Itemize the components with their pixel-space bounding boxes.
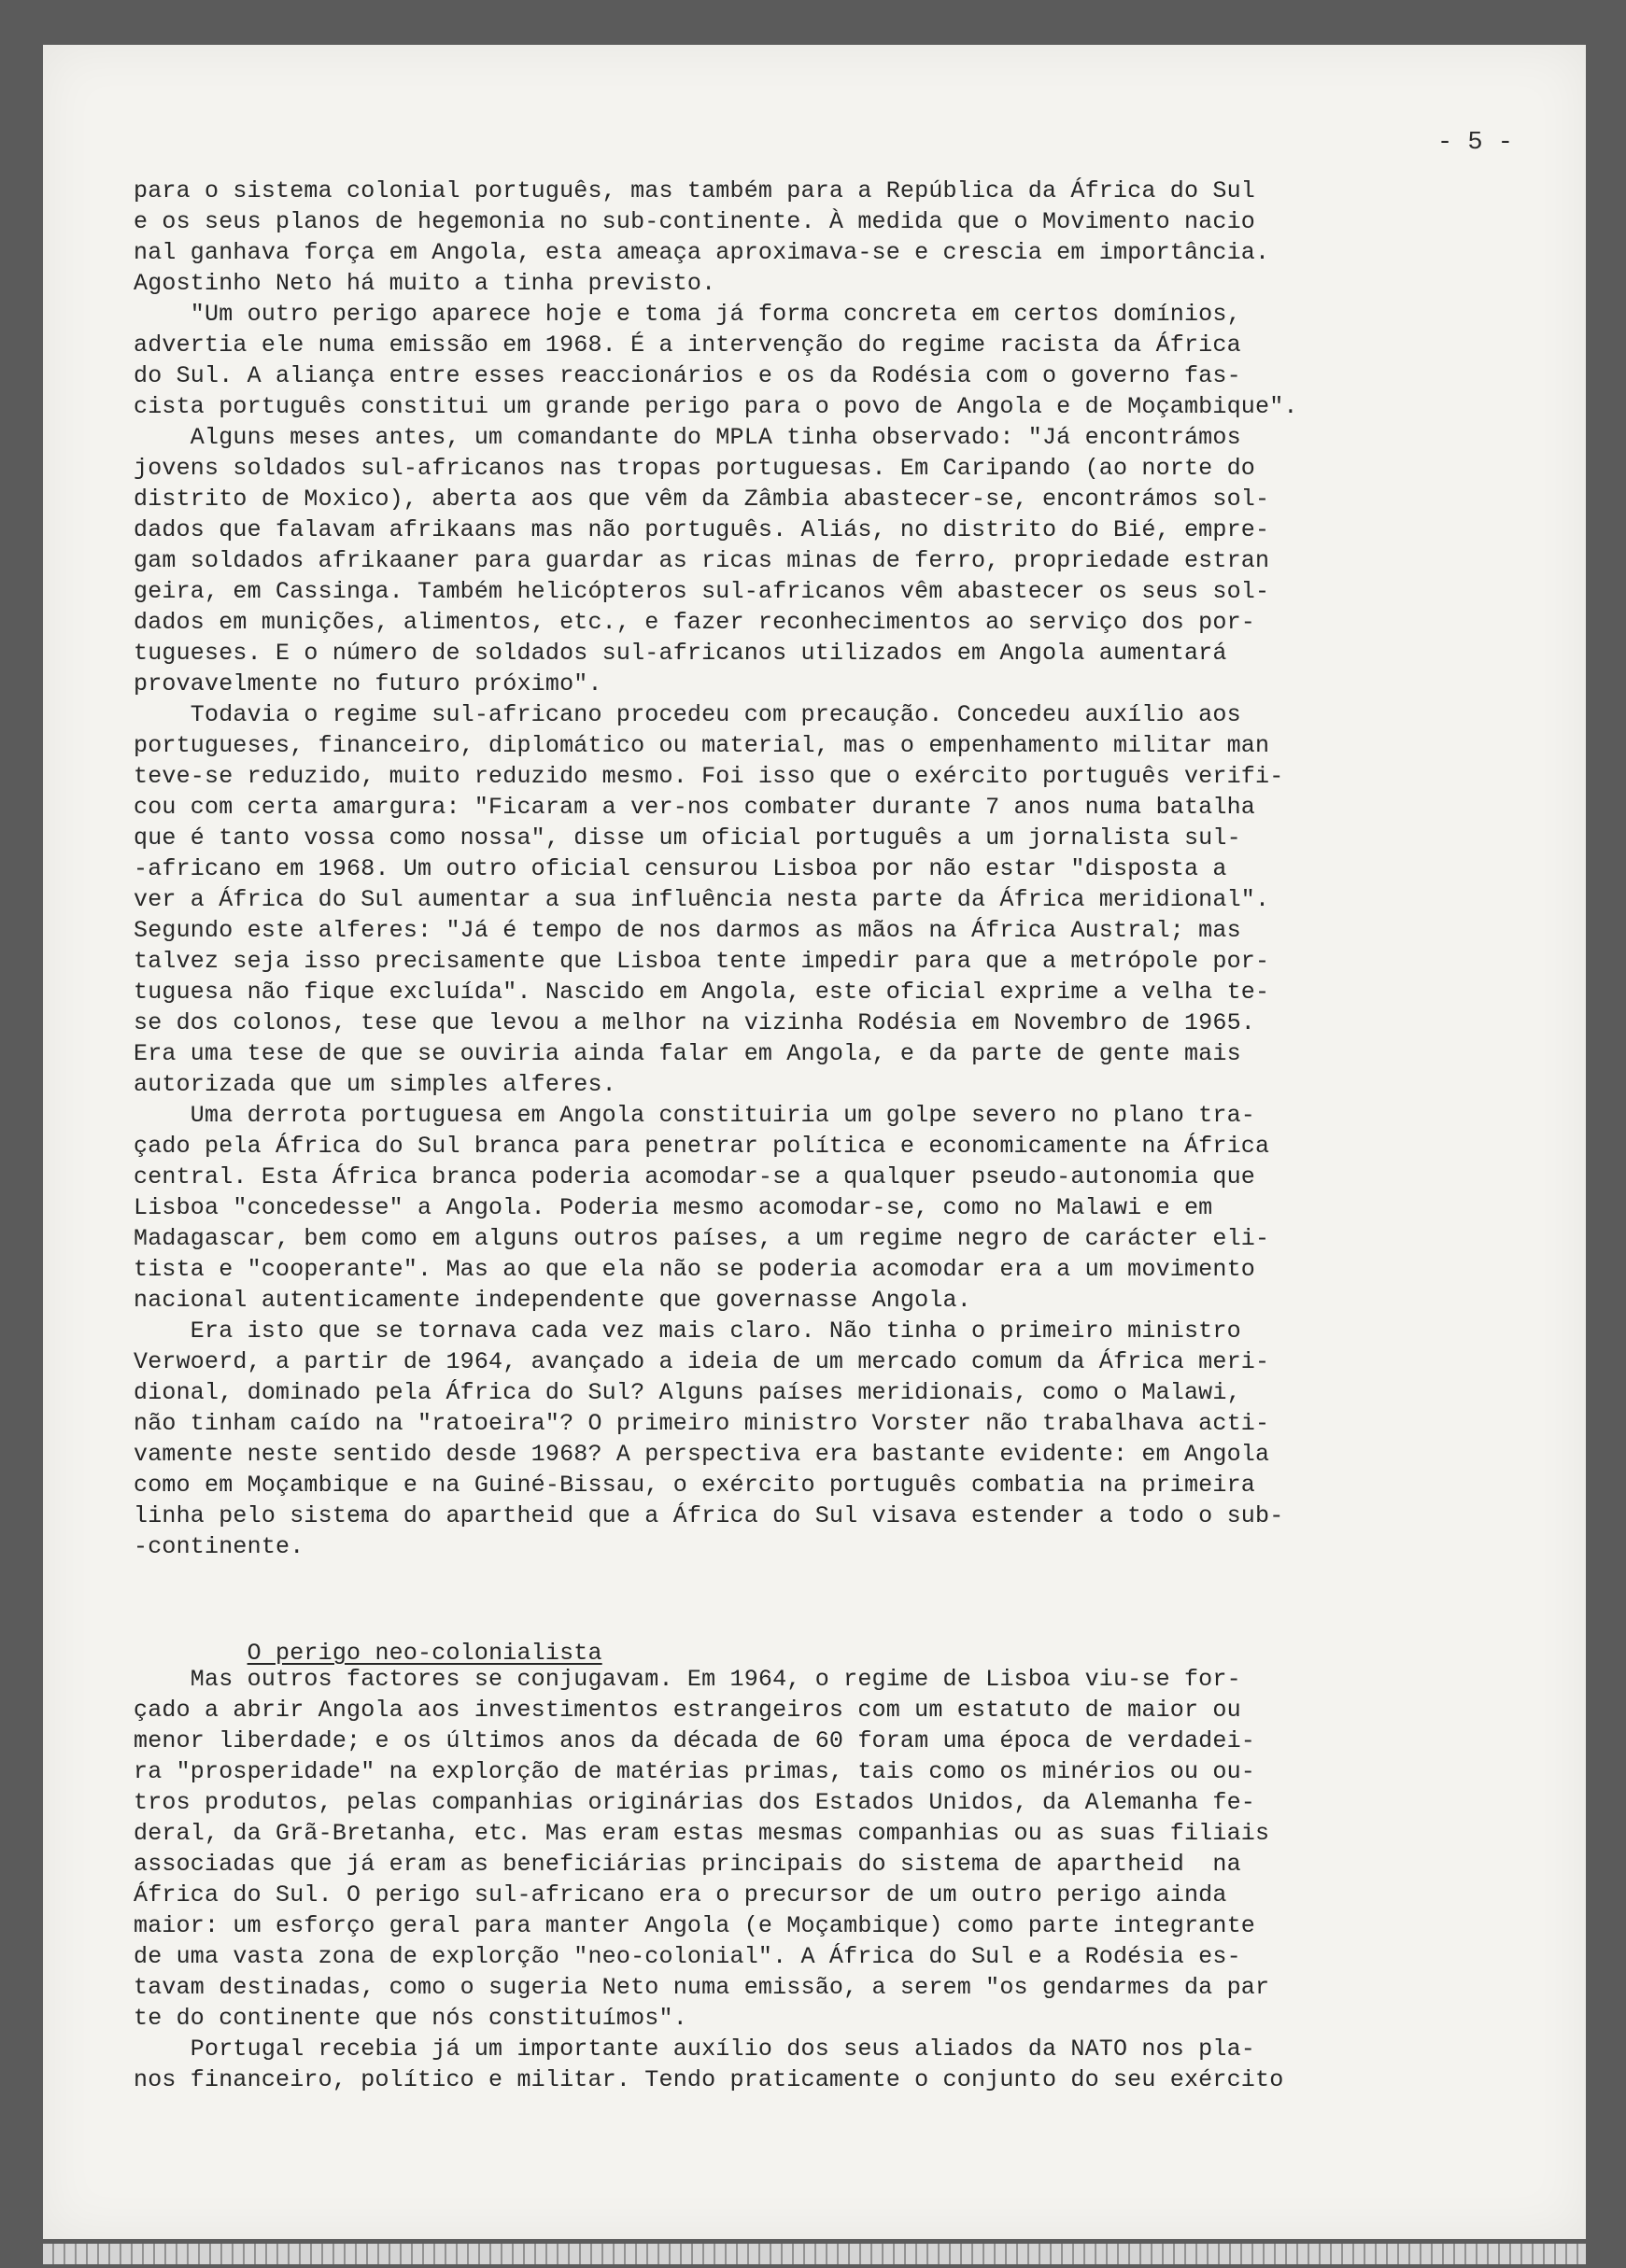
text-line: menor liberdade; e os últimos anos da década de 60 foram uma época de verdadei- xyxy=(134,1727,1255,1754)
text-line: associadas que já eram as beneficiárias principais do sistema de apartheid na xyxy=(134,1851,1241,1878)
document-sheet xyxy=(43,45,1586,2239)
text-line: jovens soldados sul-africanos nas tropas portuguesas. Em Caripando (ao norte do xyxy=(134,455,1255,482)
scan-ruler-strip xyxy=(43,2244,1586,2264)
text-line: Lisboa "concedesse" a Angola. Poderia mesmo acomodar-se, como no Malawi e em xyxy=(134,1194,1213,1221)
text-line: Era uma tese de que se ouviria ainda falar em Angola, e da parte de gente mais xyxy=(134,1040,1241,1067)
text-line: dados em munições, alimentos, etc., e fazer reconhecimentos ao serviço dos por- xyxy=(134,609,1255,636)
text-line: Alguns meses antes, um comandante do MPLA tinha observado: "Já encontrámos xyxy=(134,424,1241,451)
text-line: Portugal recebia já um importante auxílio dos seus aliados da NATO nos pla- xyxy=(134,2036,1255,2063)
text-line: advertia ele numa emissão em 1968. É a intervenção do regime racista da África xyxy=(134,331,1241,359)
text-line: gam soldados afrikaaner para guardar as ricas minas de ferro, propriedade estran xyxy=(134,547,1270,574)
text-line: -africano em 1968. Um outro oficial censurou Lisboa por não estar "disposta a xyxy=(134,855,1227,882)
text-line: provavelmente no futuro próximo". xyxy=(134,670,602,697)
text-line: linha pelo sistema do apartheid que a África do Sul visava estender a todo o sub- xyxy=(134,1502,1284,1529)
text-line: que é tanto vossa como nossa", disse um oficial português a um jornalista sul- xyxy=(134,824,1241,852)
paragraph-block-1 xyxy=(134,176,1544,1562)
text-line: tavam destinadas, como o sugeria Neto numa emissão, a serem "os gendarmes da par xyxy=(134,1974,1270,2001)
text-line: autorizada que um simples alferes. xyxy=(134,1071,616,1098)
text-line: cou com certa amargura: "Ficaram a ver-nos combater durante 7 anos numa batalha xyxy=(134,794,1255,821)
text-line: teve-se reduzido, muito reduzido mesmo. Foi isso que o exército português verifi- xyxy=(134,763,1284,790)
text-line: distrito de Moxico), aberta aos que vêm da Zâmbia abastecer-se, encontrámos sol- xyxy=(134,486,1270,513)
text-line: tuguesa não fique excluída". Nascido em Angola, este oficial exprime a velha te- xyxy=(134,979,1270,1006)
text-line: Agostinho Neto há muito a tinha previsto. xyxy=(134,270,716,297)
text-line: Verwoerd, a partir de 1964, avançado a ideia de um mercado comum da África meri- xyxy=(134,1348,1270,1375)
text-line: para o sistema colonial português, mas também para a República da África do Sul xyxy=(134,177,1255,204)
section-heading: O perigo neo-colonialista xyxy=(247,1640,602,1667)
text-line: se dos colonos, tese que levou a melhor na vizinha Rodésia em Novembro de 1965. xyxy=(134,1009,1255,1036)
section-heading-row xyxy=(134,1607,1544,1667)
text-line: Segundo este alferes: "Já é tempo de nos darmos as mãos na África Austral; mas xyxy=(134,917,1241,944)
page-number: - 5 - xyxy=(1436,129,1513,157)
text-line: te do continente que nós constituímos". xyxy=(134,2005,687,2032)
text-line: deral, da Grã-Bretanha, etc. Mas eram estas mesmas companhias ou as suas filiais xyxy=(134,1820,1270,1847)
text-line: talvez seja isso precisamente que Lisboa tente impedir para que a metrópole por- xyxy=(134,948,1270,975)
text-line: tista e "cooperante". Mas ao que ela não se poderia acomodar era a um movimento xyxy=(134,1256,1255,1283)
text-line: de uma vasta zona de explorção "neo-colonial". A África do Sul e a Rodésia es- xyxy=(134,1943,1241,1970)
text-line: maior: um esforço geral para manter Angola (e Moçambique) como parte integrante xyxy=(134,1912,1255,1939)
text-line: cista português constitui um grande perigo para o povo de Angola e de Moçambique". xyxy=(134,393,1298,420)
text-line: vamente neste sentido desde 1968? A perspectiva era bastante evidente: em Angola xyxy=(134,1441,1270,1468)
text-line: Uma derrota portuguesa em Angola constituiria um golpe severo no plano tra- xyxy=(134,1102,1255,1129)
text-line: nal ganhava força em Angola, esta ameaça aproximava-se e crescia em importância. xyxy=(134,239,1270,266)
text-line: dional, dominado pela África do Sul? Alguns países meridionais, como o Malawi, xyxy=(134,1379,1241,1406)
document-body xyxy=(134,176,1544,2095)
paragraph-block-2 xyxy=(134,1664,1544,2095)
text-line: África do Sul. O perigo sul-africano era o precursor de um outro perigo ainda xyxy=(134,1881,1227,1909)
text-line: geira, em Cassinga. Também helicópteros sul-africanos vêm abastecer os seus sol- xyxy=(134,578,1270,605)
text-line: e os seus planos de hegemonia no sub-continente. À medida que o Movimento nacio xyxy=(134,208,1255,235)
text-line: como em Moçambique e na Guiné-Bissau, o exército português combatia na primeira xyxy=(134,1472,1255,1499)
text-line: çado pela África do Sul branca para penetrar política e economicamente na África xyxy=(134,1133,1270,1160)
text-line: dados que falavam afrikaans mas não português. Aliás, no distrito do Bié, empre- xyxy=(134,516,1270,543)
text-line: não tinham caído na "ratoeira"? O primeiro ministro Vorster não trabalhava acti- xyxy=(134,1410,1270,1437)
text-line: Mas outros factores se conjugavam. Em 1964, o regime de Lisboa viu-se for- xyxy=(134,1666,1241,1693)
text-line: çado a abrir Angola aos investimentos estrangeiros com um estatuto de maior ou xyxy=(134,1697,1241,1724)
text-line: -continente. xyxy=(134,1533,304,1560)
text-line: nos financeiro, político e militar. Tendo praticamente o conjunto do seu exército xyxy=(134,2066,1284,2093)
text-line: portugueses, financeiro, diplomático ou material, mas o empenhamento militar man xyxy=(134,732,1270,759)
text-line: tugueses. E o número de soldados sul-africanos utilizados em Angola aumentará xyxy=(134,640,1227,667)
text-line: do Sul. A aliança entre esses reaccionários e os da Rodésia com o governo fas- xyxy=(134,362,1241,389)
text-line: ver a África do Sul aumentar a sua influência nesta parte da África meridional". xyxy=(134,886,1270,913)
text-line: tros produtos, pelas companhias originárias dos Estados Unidos, da Alemanha fe- xyxy=(134,1789,1255,1816)
text-line: Era isto que se tornava cada vez mais claro. Não tinha o primeiro ministro xyxy=(134,1317,1241,1345)
text-line: Madagascar, bem como em alguns outros países, a um regime negro de carácter eli- xyxy=(134,1225,1270,1252)
text-line: nacional autenticamente independente que governasse Angola. xyxy=(134,1287,971,1314)
text-line: "Um outro perigo aparece hoje e toma já forma concreta em certos domínios, xyxy=(134,301,1241,328)
text-line: central. Esta África branca poderia acomodar-se a qualquer pseudo-autonomia que xyxy=(134,1163,1255,1190)
text-line: Todavia o regime sul-africano procedeu com precaução. Concedeu auxílio aos xyxy=(134,701,1241,728)
text-line: ra "prosperidade" na explorção de matérias primas, tais como os minérios ou ou- xyxy=(134,1758,1255,1785)
